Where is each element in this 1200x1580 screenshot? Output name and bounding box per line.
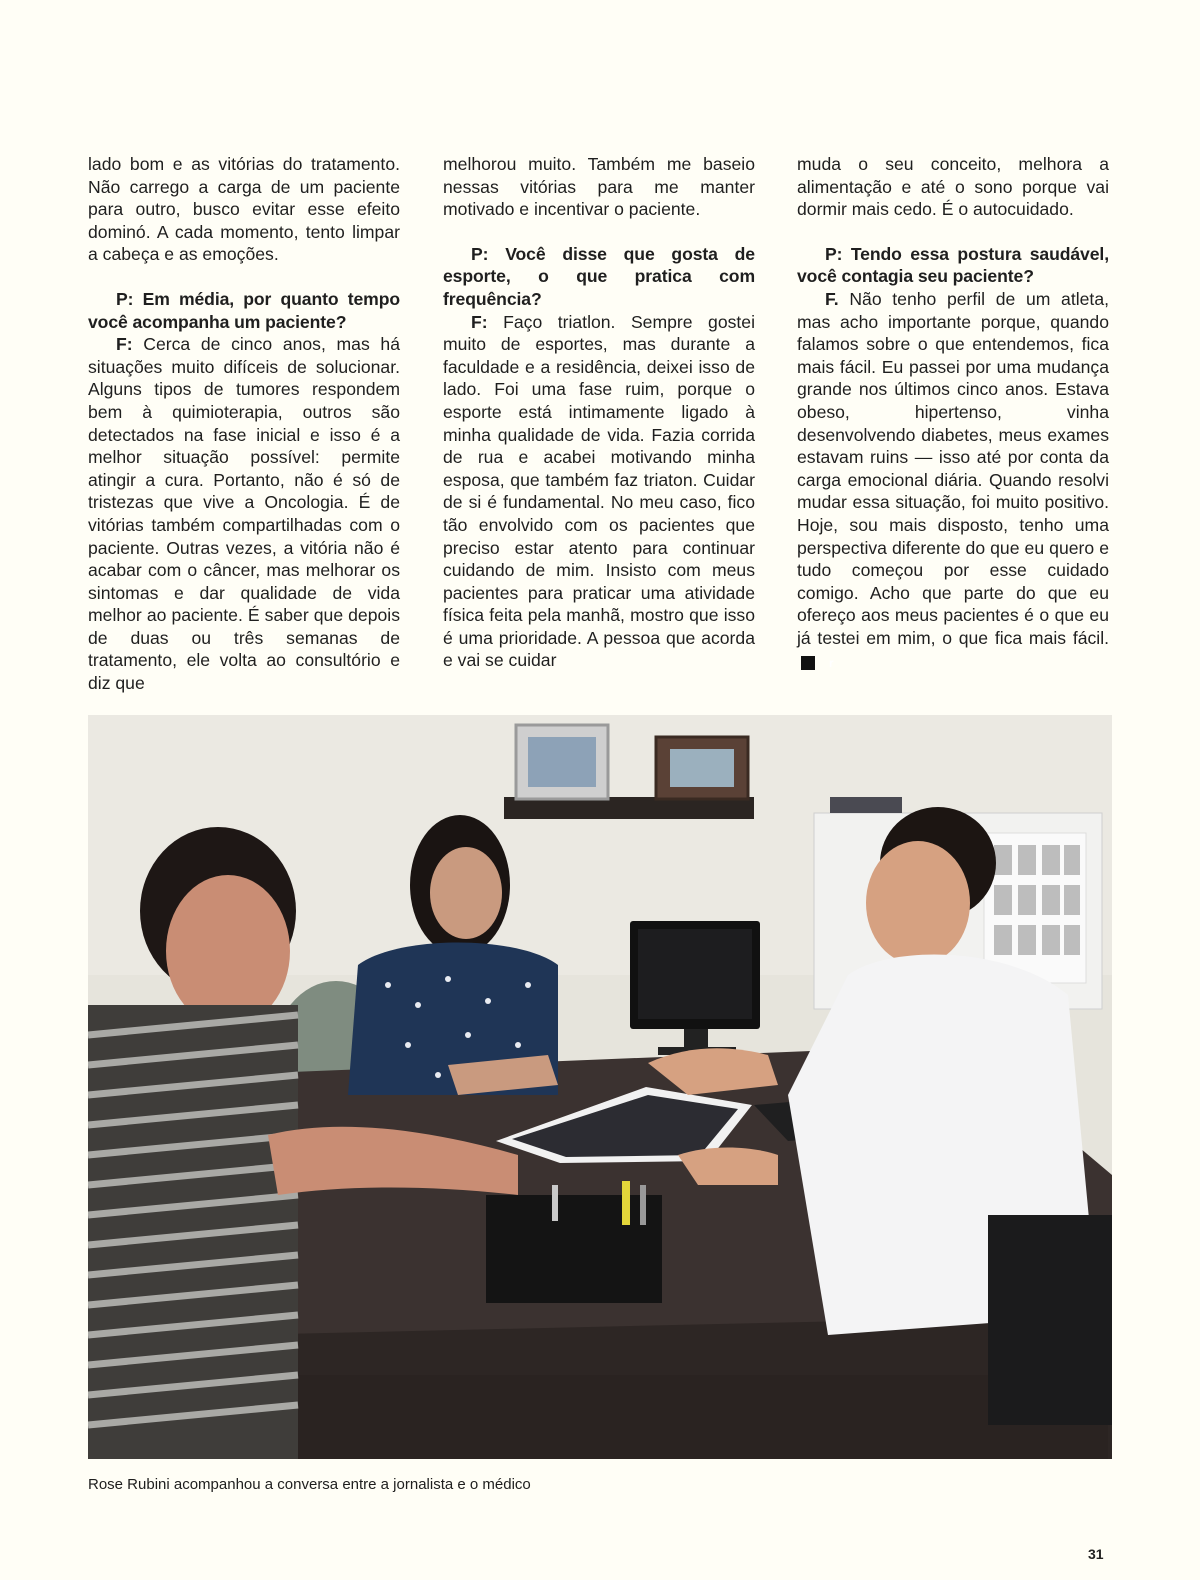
answer-paragraph <box>443 311 755 673</box>
paragraph: muda o seu conceito, melhora a alimentação e até o sono porque vai dormir mais cedo. É o autocuidado. <box>797 154 1109 220</box>
answer-lead: F: <box>116 334 133 355</box>
paragraph: melhorou muito. Também me baseio nessas vitórias para me manter motivado e incentivar o paciente. <box>443 154 755 220</box>
photo-caption: Rose Rubini acompanhou a conversa entre a jornalista e o médico <box>88 1476 531 1493</box>
question-heading: P: Você disse que gosta de esporte, o que pratica com frequência? <box>443 243 755 309</box>
text-column-3 <box>797 153 1109 672</box>
question-heading: P: Em média, por quanto tempo você acompanha um paciente? <box>88 288 400 332</box>
answer-text: Cerca de cinco anos, mas há situações muito difíceis de solucionar. Alguns tipos de tumores respondem bem à quimioterapia, outros são detectados na fase inicial e isso é a melhor situação possível: permite atingir a cura. Portanto, não é só de tristezas que vive a Oncologia. É de vitórias também compartilhadas com o paciente. Outras vezes, a vitória não é acabar com o câncer, mas melhorar os sintomas e dar qualidade de vida melhor ao paciente. É saber que depois de duas ou três semanas de tratamento, ele volta ao consultório e diz que <box>88 334 400 694</box>
answer-lead: F. <box>825 288 839 309</box>
end-mark-icon: r <box>801 656 815 670</box>
answer-paragraph <box>88 333 400 695</box>
page-number: 31 <box>1088 1546 1104 1562</box>
photo-illustration <box>88 715 1112 1459</box>
paragraph: lado bom e as vitórias do tratamento. Não carrego a carga de um paciente para outro, busco evitar esse efeito dominó. A cada momento, tento limpar a cabeça e as emoções. <box>88 154 400 265</box>
answer-text: Faço triatlon. Sempre gostei muito de esportes, mas durante a faculdade e a residência, deixei isso de lado. Foi uma fase ruim, porque o esporte está intimamente ligado à minha qualidade de vida. Fazia corrida de rua e acabei motivando minha esposa, que também faz triaton. Cuidar de si é fundamental. No meu caso, fico tão envolvido com os pacientes que preciso estar atento para continuar cuidando de mim. Insisto com meus pacientes para praticar uma atividade física feita pela manhã, mostro que isso é uma prioridade. A pessoa que acorda e vai se cuidar <box>443 311 756 671</box>
answer-lead: F: <box>471 311 488 332</box>
answer-paragraph <box>797 288 1109 672</box>
article-photo <box>88 715 1112 1459</box>
question-heading: P: Tendo essa postura saudável, você contagia seu paciente? <box>797 243 1109 287</box>
text-column-2 <box>443 153 755 672</box>
text-column-1 <box>88 153 400 695</box>
answer-text: Não tenho perfil de um atleta, mas acho importante porque, quando falamos sobre o que entendemos, fica mais fácil. Eu passei por uma mudança grande nos últimos cinco anos. Estava obeso, hipertenso, vinha desenvolvendo diabetes, meus exames estavam ruins — isso até por conta da carga emocional diária. Quando resolvi mudar essa situação, foi muito positivo. Hoje, sou mais disposto, tenho uma perspectiva diferente do que eu quero e tudo começou por esse cuidado comigo. Acho que parte do que eu ofereço aos meus pacientes é o que eu já testei em mim, o que fica mais fácil. <box>797 288 1109 648</box>
